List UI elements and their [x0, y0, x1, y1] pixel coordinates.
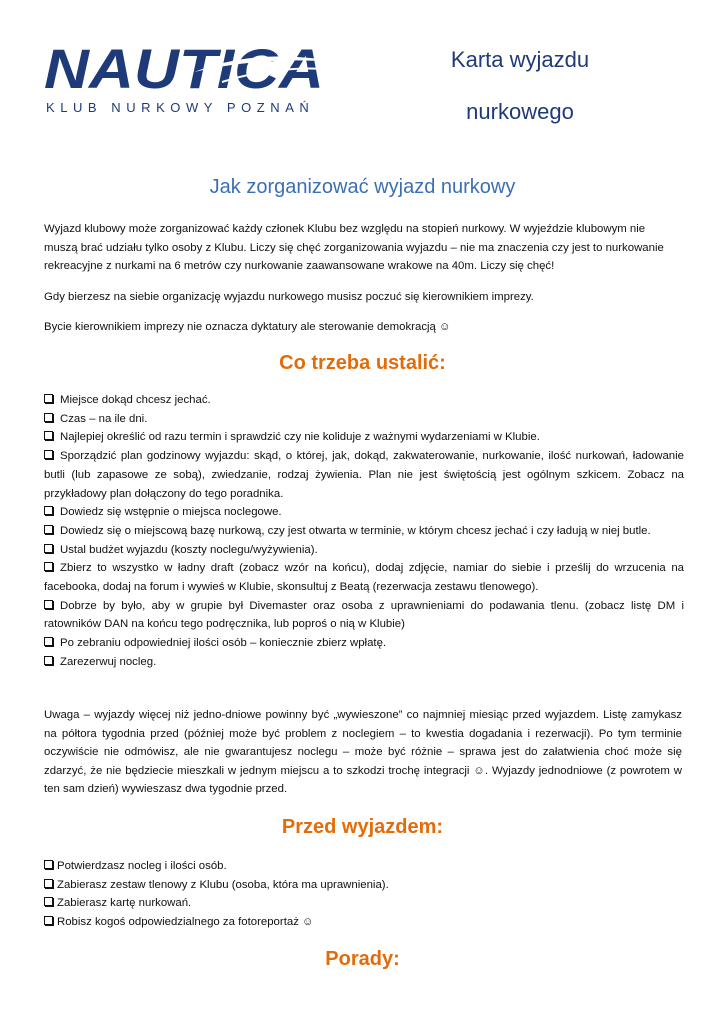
checkbox-icon — [44, 656, 53, 665]
checkbox-icon — [44, 879, 53, 888]
document-title-line2: nurkowego — [466, 99, 574, 124]
checklist-item: Zarezerwuj nocleg. — [44, 653, 684, 672]
checkbox-icon — [44, 897, 53, 906]
checklist-item: Dowiedz się wstępnie o miejsca noclegowe. — [44, 503, 684, 522]
logo-subtitle: KLUB NURKOWY POZNAŃ — [46, 100, 312, 115]
checkbox-icon — [44, 562, 53, 571]
organizer-paragraph: Gdy bierzesz na siebie organizację wyjazdu nurkowego musisz poczuć się kierownikiem imprezy. — [44, 291, 534, 303]
note-paragraph: Uwaga – wyjazdy więcej niż jedno-dniowe powinny być „wywieszone” co najmniej miesiąc przed wyjazdem. Listę zamykasz na półtora tygodnia przed (później może być problem z noclegiem – to kwestia dogadania i rezerwacji). Po tym terminie oczywiście nie odmówisz, ale nie gwarantujesz noclegu – może być różnie – sprawa jest do załatwienia choć może się zdarzyć, że nie będziecie mieszkali w jednym miejscu a to szkodzi trochę integracji ☺. Wyjazdy jednodniowe (z powrotem w ten sam dzień) wywieszasz dwa tygodnie przed. — [44, 709, 682, 795]
checklist-item: Ustal budżet wyjazdu (koszty noclegu/wyżywienia). — [44, 541, 684, 560]
nautica-logo-graphic — [44, 42, 344, 118]
checkbox-icon — [44, 394, 53, 403]
section-heading-to-decide: Co trzeba ustalić: — [279, 352, 446, 374]
section-heading-tips: Porady: — [325, 948, 400, 970]
section-heading-organize: Jak zorganizować wyjazd nurkowy — [209, 176, 516, 198]
checklist-item: Najlepiej określić od razu termin i sprawdzić czy nie koliduje z ważnymi wydarzeniami w Klubie. — [44, 428, 684, 447]
checklist-item: Zbierz to wszystko w ładny draft (zobacz wzór na końcu), dodaj zdjęcie, namiar do siebie i prześlij do wrzucenia na facebooka, dodaj na forum i wywieś w Klubie, skonsultuj z Beatą (rezerwacja zestawu tlenowego). — [44, 562, 684, 594]
checklist-item: Miejsce dokąd chcesz jechać. — [44, 391, 684, 410]
checklist-item: Zabierasz kartę nurkowań. — [44, 894, 684, 913]
checklist-item: Dobrze by było, aby w grupie był Divemaster oraz osoba z uprawnieniami do podawania tlenu. (zobacz listę DM i ratowników DAN na końcu tego podręcznika, lub poproś o nią w Klubie) — [44, 599, 684, 631]
checkbox-icon — [44, 860, 53, 869]
leadership-paragraph: Bycie kierownikiem imprezy nie oznacza dyktatury ale sterowanie demokracją ☺ — [44, 321, 451, 333]
checkbox-icon — [44, 637, 53, 646]
checklist-item: Potwierdzasz nocleg i ilości osób. — [44, 857, 684, 876]
checkbox-icon — [44, 450, 53, 459]
checkbox-icon — [44, 506, 53, 515]
checklist-item: Robisz kogoś odpowiedzialnego za fotoreportaż ☺ — [44, 913, 684, 932]
checklist-item: Sporządzić plan godzinowy wyjazdu: skąd, o której, jak, dokąd, zakwaterowanie, nurkowanie, ilość nurkowań, ładowanie butli (lub zapasowe ze sobą), zwiedzanie, rodzaj żywienia. Plan nie jest świętością jest ogólnym szkicem. Zobacz na przykładowy plan dołączony do tego poradnika. — [44, 450, 684, 500]
checkbox-icon — [44, 916, 53, 925]
checklist-item: Po zebraniu odpowiedniej ilości osób – koniecznie zbierz wpłatę. — [44, 634, 684, 653]
checkbox-icon — [44, 431, 53, 440]
checkbox-icon — [44, 525, 53, 534]
checkbox-icon — [44, 544, 53, 553]
checklist-item: Czas – na ile dni. — [44, 410, 684, 429]
checklist-item: Dowiedz się o miejscową bazę nurkową, czy jest otwarta w terminie, w którym chcesz jechać i czy ładują w niej butle. — [44, 522, 684, 541]
before-trip-checklist — [44, 857, 684, 932]
logo-brand-text: NAUTICA — [44, 42, 324, 100]
club-logo — [44, 42, 344, 118]
section-heading-before-trip: Przed wyjazdem: — [281, 816, 444, 838]
decide-checklist — [44, 391, 684, 672]
document-title-line1: Karta wyjazdu — [450, 47, 590, 72]
checklist-item: Zabierasz zestaw tlenowy z Klubu (osoba, która ma uprawnienia). — [44, 876, 684, 895]
checkbox-icon — [44, 413, 53, 422]
intro-paragraph: Wyjazd klubowy może zorganizować każdy członek Klubu bez względu na stopień nurkowy. W wyjeździe klubowym nie muszą brać udziału tylko osoby z Klubu. Liczy się chęć zorganizowania wyjazdu – nie ma znaczenia czy jest to nurkowanie rekreacyjne z nurkami na 6 metrów czy nurkowanie zaawansowane wrakowe na 40m. Liczy się chęć! — [44, 223, 664, 272]
checkbox-icon — [44, 600, 53, 609]
